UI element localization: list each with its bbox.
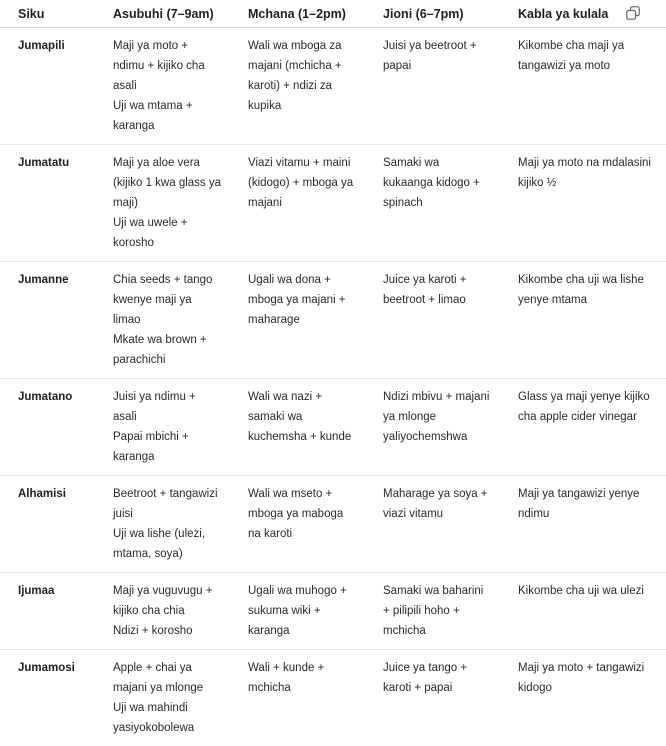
- cell-line: Apple + chai ya majani ya mlonge: [113, 658, 222, 698]
- cell-day: Alhamisi: [0, 476, 95, 573]
- cell-evening: [365, 145, 500, 262]
- cell-bedtime: [500, 573, 666, 650]
- table-row: [0, 476, 666, 573]
- cell-bedtime: [500, 28, 666, 145]
- cell-line: Ndizi + korosho: [113, 621, 222, 641]
- cell-line: Glass ya maji yenye kijiko cha apple cider vinegar: [518, 387, 658, 427]
- cell-line: Wali wa nazi + samaki wa kuchemsha + kunde: [248, 387, 357, 447]
- cell-day: Jumanne: [0, 262, 95, 379]
- cell-line: Maji ya moto na mdalasini kijiko ½: [518, 153, 658, 193]
- cell-afternoon: [230, 28, 365, 145]
- table-row: [0, 145, 666, 262]
- cell-line: Samaki wa baharini + pilipili hoho + mchicha: [383, 581, 492, 641]
- cell-afternoon: [230, 262, 365, 379]
- cell-morning: [95, 476, 230, 573]
- cell-morning: [95, 573, 230, 650]
- cell-line: Mkate wa brown + parachichi: [113, 330, 222, 370]
- cell-line: Juice ya tango + karoti + papai: [383, 658, 492, 698]
- cell-line: Maji ya tangawizi yenye ndimu: [518, 484, 658, 524]
- table-row: [0, 379, 666, 476]
- header-day: Siku: [0, 0, 95, 28]
- cell-line: Wali wa mseto + mboga ya maboga na karoti: [248, 484, 357, 544]
- cell-evening: [365, 379, 500, 476]
- cell-day: Jumatatu: [0, 145, 95, 262]
- cell-afternoon: [230, 650, 365, 746]
- cell-evening: [365, 650, 500, 746]
- copy-icon-svg: [626, 6, 640, 20]
- cell-afternoon: [230, 379, 365, 476]
- cell-line: Wali + kunde + mchicha: [248, 658, 357, 698]
- cell-morning: [95, 145, 230, 262]
- cell-morning: [95, 28, 230, 145]
- cell-line: Samaki wa kukaanga kidogo + spinach: [383, 153, 492, 213]
- cell-bedtime: [500, 145, 666, 262]
- cell-day: Ijumaa: [0, 573, 95, 650]
- cell-line: Maji ya aloe vera (kijiko 1 kwa glass ya maji): [113, 153, 222, 213]
- header-bedtime: Kabla ya kulala: [500, 0, 666, 28]
- cell-line: Kikombe cha uji wa ulezi: [518, 581, 658, 601]
- cell-afternoon: [230, 573, 365, 650]
- cell-line: Ndizi mbivu + majani ya mlonge yaliyochemshwa: [383, 387, 492, 447]
- cell-line: Uji wa lishe (ulezi, mtama, soya): [113, 524, 222, 564]
- cell-day: Jumamosi: [0, 650, 95, 746]
- cell-line: Maji ya moto + ndimu + kijiko cha asali: [113, 36, 222, 96]
- cell-line: Uji wa mahindi yasiyokobolewa: [113, 698, 222, 738]
- cell-evening: [365, 262, 500, 379]
- cell-line: Uji wa uwele + korosho: [113, 213, 222, 253]
- header-morning: Asubuhi (7–9am): [95, 0, 230, 28]
- cell-bedtime: [500, 262, 666, 379]
- cell-line: Juisi ya ndimu + asali: [113, 387, 222, 427]
- copy-icon[interactable]: [626, 6, 640, 20]
- cell-line: Maharage ya soya + viazi vitamu: [383, 484, 492, 524]
- cell-line: Papai mbichi + karanga: [113, 427, 222, 467]
- table-row: [0, 650, 666, 746]
- cell-morning: [95, 262, 230, 379]
- table-row: [0, 28, 666, 145]
- cell-line: Juisi ya beetroot + papai: [383, 36, 492, 76]
- cell-line: Beetroot + tangawizi juisi: [113, 484, 222, 524]
- cell-line: Ugali wa dona + mboga ya majani + maharage: [248, 270, 357, 330]
- cell-day: Jumatano: [0, 379, 95, 476]
- cell-line: Maji ya moto + tangawizi kidogo: [518, 658, 658, 698]
- cell-evening: [365, 476, 500, 573]
- cell-bedtime: [500, 379, 666, 476]
- cell-evening: [365, 573, 500, 650]
- table-row: [0, 262, 666, 379]
- cell-line: Wali wa mboga za majani (mchicha + karoti) + ndizi za kupika: [248, 36, 357, 116]
- table-header-row: [0, 0, 666, 28]
- cell-day: Jumapili: [0, 28, 95, 145]
- cell-line: Maji ya vuguvugu + kijiko cha chia: [113, 581, 222, 621]
- cell-afternoon: [230, 476, 365, 573]
- cell-line: Juice ya karoti + beetroot + limao: [383, 270, 492, 310]
- cell-morning: [95, 379, 230, 476]
- cell-line: Viazi vitamu + maini (kidogo) + mboga ya majani: [248, 153, 357, 213]
- cell-line: Kikombe cha uji wa lishe yenye mtama: [518, 270, 658, 310]
- cell-evening: [365, 28, 500, 145]
- table-row: [0, 573, 666, 650]
- cell-bedtime: [500, 476, 666, 573]
- header-afternoon: Mchana (1–2pm): [230, 0, 365, 28]
- cell-line: Ugali wa muhogo + sukuma wiki + karanga: [248, 581, 357, 641]
- header-evening: Jioni (6–7pm): [365, 0, 500, 28]
- cell-line: Uji wa mtama + karanga: [113, 96, 222, 136]
- cell-line: Kikombe cha maji ya tangawizi ya moto: [518, 36, 658, 76]
- cell-bedtime: [500, 650, 666, 746]
- cell-morning: [95, 650, 230, 746]
- cell-afternoon: [230, 145, 365, 262]
- cell-line: Chia seeds + tango kwenye maji ya limao: [113, 270, 222, 330]
